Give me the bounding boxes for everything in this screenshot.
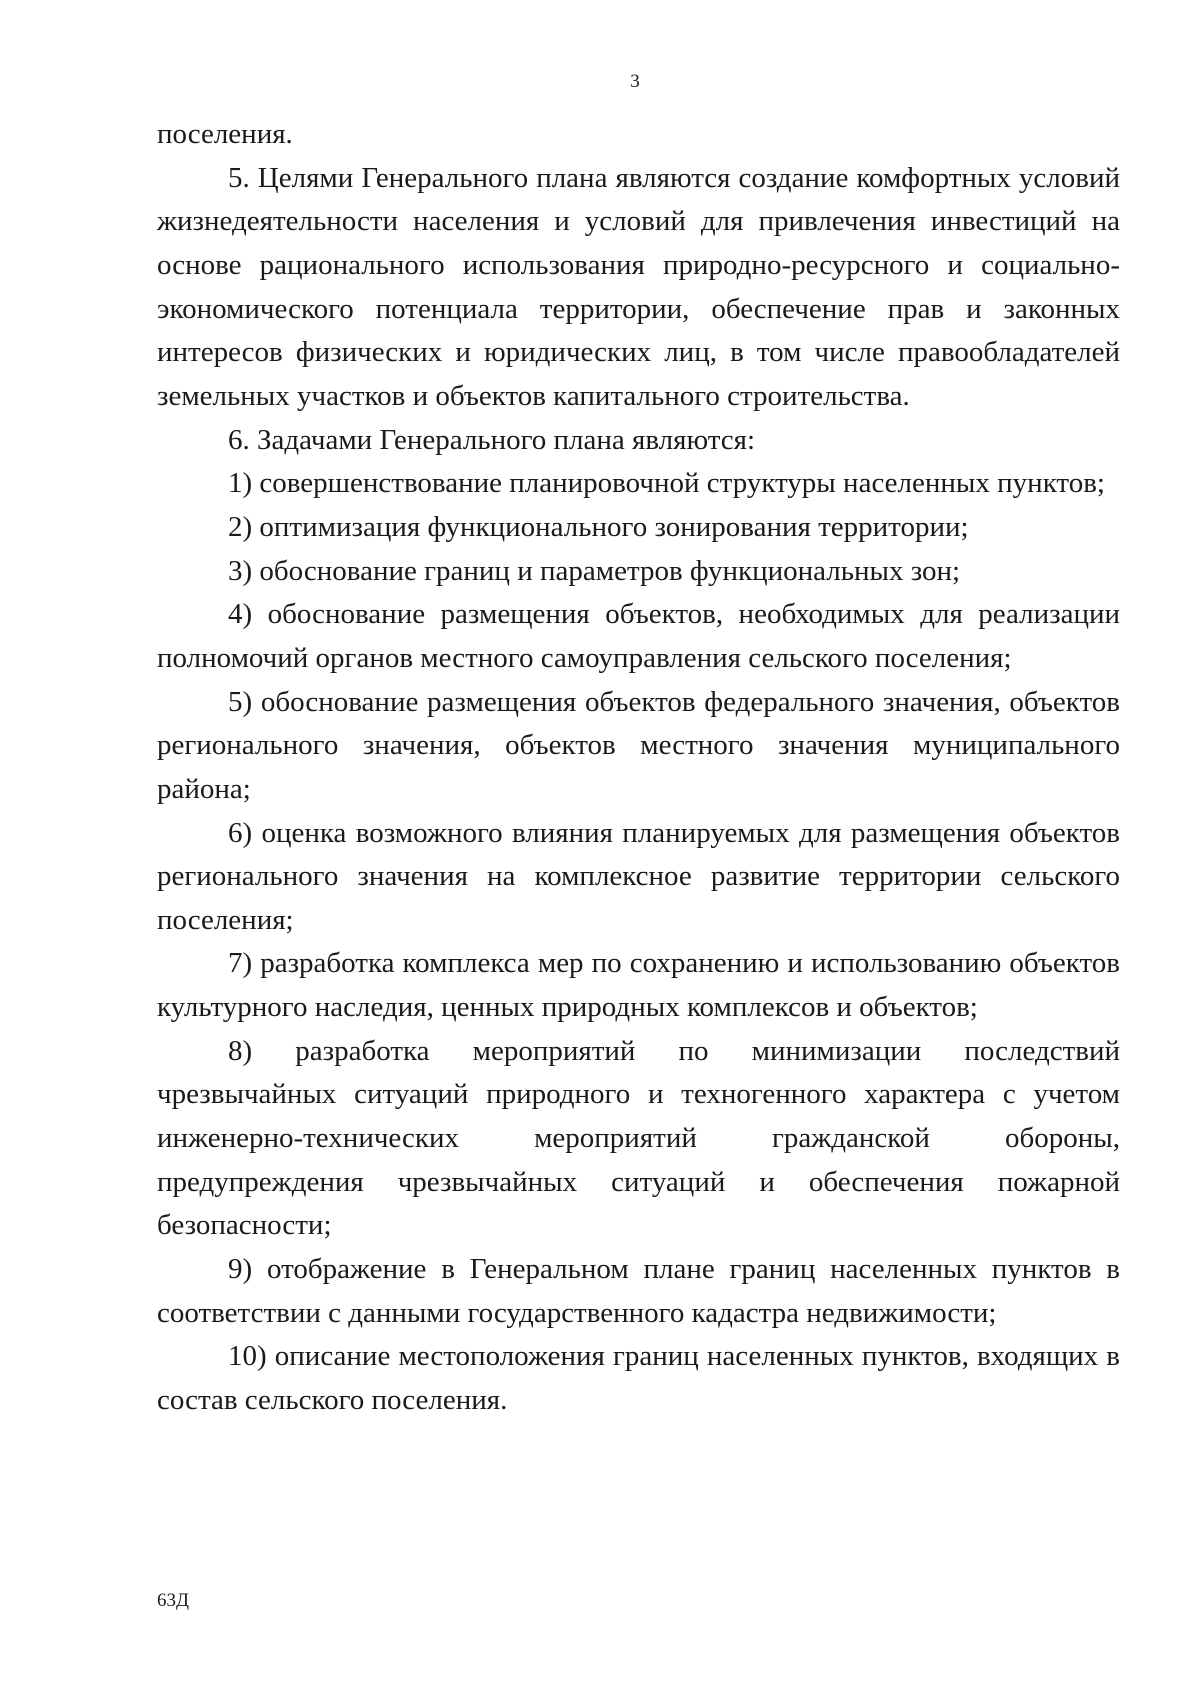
task-item-6: 6) оценка возможного влияния планируемых для размещения объектов регионального значения на комплексное развитие территории сельского поселения; — [157, 816, 1120, 936]
task-item-7: 7) разработка комплекса мер по сохранению и использованию объектов культурного наследия, ценных природных комплексов и объектов; — [157, 947, 1120, 1024]
task-item-8: 8) разработка мероприятий по минимизации последствий чрезвычайных ситуаций природного и техногенного характера с учетом инженерно-технических мероприятий гражданской обороны, предупреждения чрезвычайных ситуаций и обеспечения пожарной безопасности; — [157, 1034, 1120, 1242]
page-number: 3 — [630, 71, 640, 92]
paragraph-continuation: поселения. — [157, 118, 293, 150]
document-body — [157, 113, 1120, 1423]
paragraph-tasks-heading: 6. Задачами Генерального плана являются: — [228, 423, 756, 456]
task-item-2: 2) оптимизация функционального зонирования территории; — [228, 510, 969, 543]
task-item-4: 4) обоснование размещения объектов, необходимых для реализации полномочий органов местного самоуправления сельского поселения; — [157, 598, 1120, 674]
task-item-5: 5) обоснование размещения объектов федерального значения, объектов регионального значения, объектов местного значения муниципального района; — [157, 685, 1120, 805]
task-item-10: 10) описание местоположения границ населенных пунктов, входящих в состав сельского поселения. — [157, 1340, 1120, 1417]
document-code: 63Д — [157, 1590, 189, 1611]
task-item-9: 9) отображение в Генеральном плане границ населенных пунктов в соответствии с данными государственного кадастра недвижимости; — [157, 1253, 1120, 1329]
task-item-1: 1) совершенствование планировочной структуры населенных пунктов; — [228, 467, 1105, 500]
task-item-3: 3) обоснование границ и параметров функциональных зон; — [228, 554, 961, 587]
paragraph-goals: 5. Целями Генерального плана являются создание комфортных условий жизнедеятельности населения и условий для привлечения инвестиций на основе рационального использования природно-ресурсного и социально-экономического потенциала территории, обеспечение прав и законных интересов физических и юридических лиц, в том числе правообладателей земельных участков и объектов капитального строительства. — [157, 161, 1120, 412]
